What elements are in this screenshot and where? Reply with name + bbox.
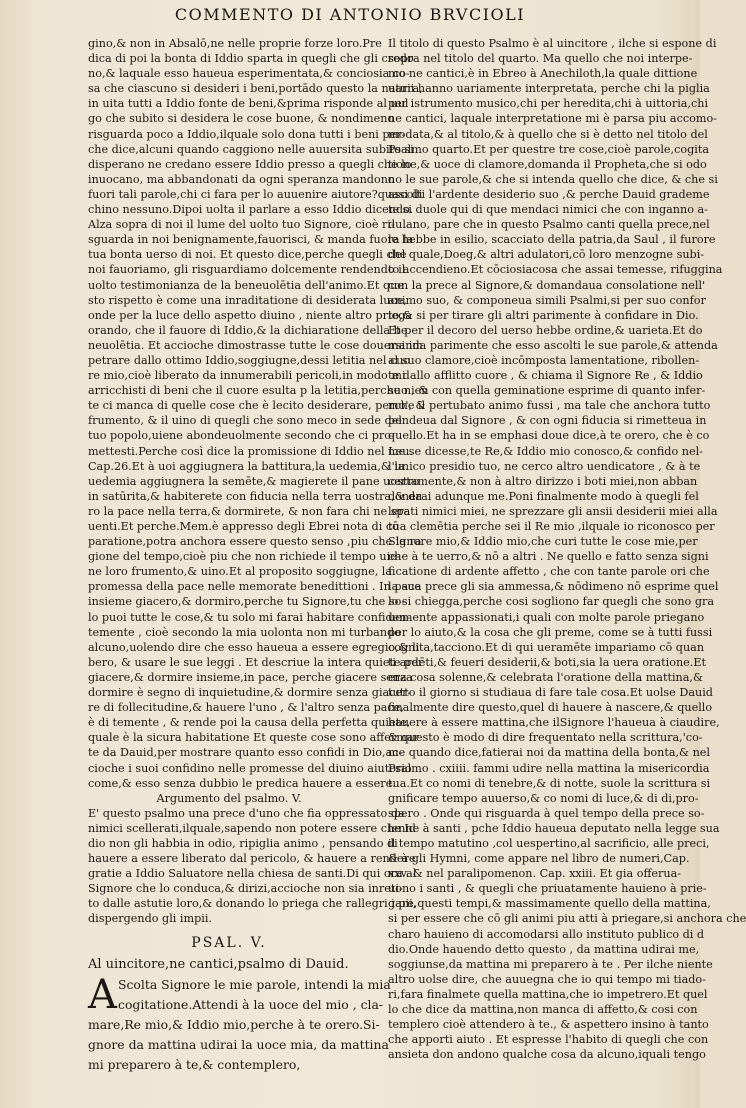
text-line: era cosa solenne,& celebrata l'oratione della mattina,& xyxy=(388,670,703,684)
text-line: dio non gli habbia in odio, ripiglia animo , pensando di xyxy=(88,836,398,850)
text-line: re di follecitudine,& hauere l'uno , & l'altro senza pace, xyxy=(88,701,404,715)
text-line: risguarda poco a Iddio,ilquale solo dona tutti i beni per- xyxy=(88,127,406,141)
text-line: fuori tali parole,chi ci fara per lo auuenire aiutore?quasi di xyxy=(88,187,423,201)
text-line: quale è la sicura habitatione Et queste cose sono affermar xyxy=(88,731,419,745)
text-line: manda parimente che esso ascolti le sue parole,& attenda xyxy=(388,338,718,352)
text-line: tua.Et co nomi di tenebre,& di notte, suole la scrittura si xyxy=(388,776,711,790)
text-line: pendeua dal Signore , & con ogni fiducia si rimetteua in xyxy=(388,414,707,428)
verse-block xyxy=(88,971,391,1075)
text-line: Il titolo di questo Psalmo è al uincitore , ilche si espone di xyxy=(388,37,717,50)
commentary-text-left xyxy=(88,36,429,791)
text-line: mo', & pertubato animo fussi , ma tale che anchora tutto xyxy=(388,399,711,413)
text-line: mo ne cantici,è in Ebreo à Anechiloth,la quale dittione xyxy=(388,67,698,81)
text-line: me quando dice,fatierai noi da mattina della bonta,& nel xyxy=(388,746,710,760)
verse-line: cogitatione.Attendi à la uoce del mio , cla- xyxy=(118,996,384,1012)
text-line: del quale,Doeg,& altri adulatori,cō loro menzogne subi- xyxy=(388,248,705,262)
text-line: in satūrita,& habiterete con fiducia nella terra uostra,& da xyxy=(88,489,422,503)
text-line: petrare dallo ottimo Iddio,soggiugne,dessi letitia nel cuo xyxy=(88,353,411,367)
text-line: ficatione di ardente affetto , che con tante parole ori che xyxy=(388,565,710,579)
text-line: che dice,alcuni quando caggiono nelle auuersita subito si xyxy=(88,142,414,156)
text-line: cognita,tacciono.Et di qui ueramēte impariamo cō quan xyxy=(388,640,705,654)
text-line: no le sue parole,& che si intenda quello che dice, & che si xyxy=(388,172,718,186)
text-line: modata,& al titolo,& à quello che si è detto nel titolo del xyxy=(388,127,708,141)
text-line: alcuno,uolendo dire che esso haueua a essere egregio,& li xyxy=(88,640,420,654)
text-line: lo si chiegga,perche cosi sogliono far quegli che sono gra xyxy=(388,595,715,609)
text-line: gratie a Iddio Saluatore nella chiesa de santi.Di qui ora al xyxy=(88,867,417,881)
text-line: inuocano, ma abbandonati da ogni speranza mandono xyxy=(88,172,395,186)
text-line: arricchisti di beni che il cuore esulta p la letitia,perche nien xyxy=(88,384,429,398)
verse-line: mare,Re mio,& Iddio mio,perche à te orero.Si- xyxy=(88,1016,380,1032)
text-line: paratione,potra anchora essere questo senso ,piu che la ra xyxy=(88,535,422,549)
psalm-heading: PSAL. V. xyxy=(191,934,267,951)
text-line: uarii hanno uariamente interpretata, perche chi la piglia xyxy=(388,82,710,96)
text-line: tua clemētia perche sei il Re mio ,ilquale io riconosco per xyxy=(388,520,715,533)
text-line: il tempo matutino ,col uespertino,al sacrificio, alle preci, xyxy=(388,836,710,850)
text-line: per lo aiuto,& la cosa che gli preme, come se à tutti fussi xyxy=(388,625,713,639)
text-line: sguarda in noi benignamente,fauorisci, & manda fuora la xyxy=(88,233,414,247)
running-header: COMMENTO DI ANTONIO BRVCIOLI xyxy=(174,5,526,24)
text-line: frumento, & il uino di quegli che sono meco in sede del xyxy=(88,414,402,428)
text-line: donerai adunque me.Poni finalmente modo à quegli fel xyxy=(388,489,699,503)
text-line: uedemia aggiugnera la semēte,& magierete il pane uostro xyxy=(88,474,420,488)
text-line: Signore mio,& Iddio mio,che curi tutte le cose mie,per xyxy=(388,535,698,549)
text-line: ne cantici, laquale interpretatione mi è parsa piu accomo- xyxy=(388,112,717,126)
text-line: in uita tutti a Iddio fonte de beni,&prima risponde al uul xyxy=(88,97,409,111)
text-line: E' questo psalmo una prece d'uno che fia oppressato da xyxy=(88,806,405,820)
verse-line: mi preparero à te,& contemplero, xyxy=(88,1056,301,1072)
text-line: finalmente dire questo,quel di hauere à nascere,& quello xyxy=(388,701,713,715)
text-line: Alza sopra di noi il lume del uolto tuo Signore, cioè ri- xyxy=(88,218,395,232)
text-line: sopra nel titolo del quarto. Ma quello che noi interpe- xyxy=(388,52,693,66)
left-column xyxy=(88,36,429,1075)
text-line: tutto il giorno si studiaua di fare tale cosa.Et uolse Dauid xyxy=(388,686,713,700)
argument-text xyxy=(88,806,417,927)
text-line: ansieta don andono qualche cosa da alcuno,iquali tengo xyxy=(388,1048,706,1062)
text-line: per istrumento musico,chi per heredita,chi à uittoria,chi xyxy=(388,97,709,111)
commentary-text-right xyxy=(388,36,746,1062)
text-line: si per essere che cō gli animi piu atti à priegare,si anchora che xyxy=(388,912,746,926)
text-line: gnificare tempo auuerso,& co nomi di luce,& di di,pro- xyxy=(388,791,699,805)
text-line: che apporti aiuto . Et espresse l'habito di quegli che con xyxy=(388,1033,709,1047)
text-line: lo che dice da mattina,non manca di affetto,& cosi con xyxy=(388,1003,698,1016)
text-line: Et per il decoro del uerso hebbe ordine,& uarieta.Et do xyxy=(388,323,703,337)
drop-cap-initial: A xyxy=(88,971,117,1018)
text-line: certamente,& non à altro dirizzo i boti miei,non abban xyxy=(388,474,698,488)
text-line: promessa della pace nelle memorate benedittioni . In pace xyxy=(88,580,422,594)
text-line: disperano ne credano essere Iddio presso a quegli che lo xyxy=(88,157,412,171)
text-line: xxv. & nel paralipomenon. Cap. xxiii. Et gia offerua- xyxy=(388,867,682,881)
text-line: l'unico presidio tuo, ne cerco altro uendicatore , & à te xyxy=(388,459,701,473)
text-line: lerati nimici miei, ne sprezzare gli ansii desiderii miei alla xyxy=(388,504,718,518)
text-line: te ci manca di quelle cose che è lecito desiderare, perche il xyxy=(88,399,426,413)
text-line: to accendieno.Et cōciosiacosa che assai temesse, rifuggina xyxy=(388,263,723,277)
text-line: sa che ciascuno si desideri i beni,portādo questo la natura, xyxy=(88,82,423,96)
text-line: hauere a essere liberato dal pericolo, & hauere a rendere xyxy=(88,852,416,866)
text-line: ascolti l'ardente desiderio suo ,& perche Dauid grademe xyxy=(388,187,710,201)
text-line: spero . Onde qui risguarda à quel tempo della prece so- xyxy=(388,806,705,820)
text-line: la sua prece gli sia ammessa,& nōdimeno nō esprime quel xyxy=(388,580,719,594)
text-line: me se dicesse,te Re,& Iddio mio conosco,& confido nel- xyxy=(388,444,703,458)
text-line: quello.Et ha in se emphasi doue dice,à te orero, che è co xyxy=(388,429,710,443)
text-line: dica di poi la bonta di Iddio sparta in quegli che gli credo xyxy=(88,52,414,66)
text-line: ne loro frumento,& uino.Et al proposito soggiugne, la xyxy=(88,565,393,579)
text-line: è di temente , & rende poi la causa della perfetta quiete, xyxy=(88,716,411,730)
text-line: uenti.Et perche.Mem.è appresso degli Ebrei nota di cō xyxy=(88,520,399,533)
text-line: gione del tempo,cioè piu che non richiede il tempo uie- xyxy=(88,550,401,564)
psalm-verse-text xyxy=(88,971,391,1075)
text-line: neuolētia. Et accioche dimostrasse tutte le cose douersi im xyxy=(88,338,423,352)
argument-title: Argumento del psalmo. V. xyxy=(156,791,302,805)
text-line: animo suo, & componeua simili Psalmi,si per suo confor xyxy=(388,293,706,307)
text-line: dio.Onde hauendo detto questo , da mattina udirai me, xyxy=(388,942,700,956)
text-line: suo , & con quella geminatione esprime di quanto infer- xyxy=(388,384,706,398)
text-line: Psalmo quarto.Et per questre tre cose,cioè parole,cogita xyxy=(388,142,710,156)
verse-line: gnore da mattina udirai la uoce mia, da mattina xyxy=(88,1036,389,1052)
text-line: templero cioè attendero à te., & aspettero insino à tanto xyxy=(388,1018,709,1032)
text-line: onde per la luce dello aspetto diuino , niente altro priega xyxy=(88,308,413,322)
text-line: dulano, pare che in questo Psalmo canti quella prece,nel xyxy=(388,218,710,232)
psalm-subtitle: Al uincitore,ne cantici,psalmo di Dauid. xyxy=(88,956,349,972)
text-line: uono i santi , & quegli che priuatamente hauieno à prie- xyxy=(388,882,707,896)
text-line: al suo clamore,cioè incōmposta lamentatione, ribollen- xyxy=(388,353,700,367)
text-line: altro uolse dire, che auuegna che io qui tempo mi tiado- xyxy=(388,972,706,986)
text-line: le hebbe in esilio, scacciato della patria,da Saul , il furore xyxy=(388,233,716,247)
text-line: bero, & usare le sue leggi . Et descriue la intera quiete per xyxy=(88,655,424,669)
text-line: che à te uerro,& nō a altri . Ne quello e fatto senza signi xyxy=(388,550,709,564)
text-line: Signore che lo conduca,& dirizi,accioche non sia inreti- xyxy=(88,882,403,896)
text-line: hauere à essere mattina,che ilSignore l'haueua à ciaudire, xyxy=(388,716,720,730)
right-column xyxy=(388,36,746,1062)
text-line: & à gli Hymni, come appare nel libro de numeri,Cap. xyxy=(388,852,690,866)
text-line: te da Dauid,per mostrare quanto esso confidi in Dio,ac- xyxy=(88,746,403,760)
text-line: to dalle astutie loro,& donando lo priega che rallegri i pii, xyxy=(88,897,417,911)
text-line: tua bonta uerso di noi. Et questo dice,perche quegli che xyxy=(88,248,407,262)
text-line: gino,& non in Absalō,ne nelle proprie forze loro.Pre xyxy=(88,37,382,50)
text-line: insieme giacero,& dormiro,perche tu Signore,tu che so- xyxy=(88,595,406,609)
text-line: come,& esso senza dubbio le predica hauere a essere. xyxy=(88,776,396,790)
text-line: nimici scellerati,ilquale,sapendo non potere essere che Id xyxy=(88,821,416,835)
text-line: Psalmo . cxiiii. fammi udire nella mattina la misericordia xyxy=(388,761,710,775)
text-line: orando, che il fauore di Iddio,& la dichiaratione della be xyxy=(88,323,408,337)
text-line: go che subito si desidera le cose buone, & nondimeno xyxy=(88,112,395,126)
text-line: cioche i suoi confidino nelle promesse del diuino aiutorio xyxy=(88,761,412,775)
text-line: gare,questi tempi,& massimamente quello della mattina, xyxy=(388,897,711,911)
text-line: dormire è segno di inquietudine,& dormire senza giacer- xyxy=(88,686,412,700)
text-line: lenne à santi , pche Iddio haueua deputato nella legge sua xyxy=(388,821,720,835)
text-line: ri,fara finalmete quella mattina,che io impetrero.Et quel xyxy=(388,987,708,1001)
text-line: giacere,& dormire insieme,in pace, perche giacere senza xyxy=(88,670,413,684)
text-line: noi fauoriamo, gli risguardiamo dolcemente rendendo il xyxy=(88,263,406,277)
text-line: soggiunse,da mattina mi preparero à te . Per ilche niente xyxy=(388,957,713,971)
text-line: uemente appassionati,i quali con molte parole priegano xyxy=(388,610,705,624)
text-line: charo hauieno di accomodarsi allo instituto publico di d xyxy=(388,927,705,941)
text-line: chino nessuno.Dipoi uolta il parlare a esso Iddio dicendo. xyxy=(88,203,414,217)
text-line: con la prece al Signore,& domandaua consolatione nell' xyxy=(388,278,706,292)
text-line: te dallo afflitto cuore , & chiama il Signore Re , & Iddio xyxy=(388,369,703,383)
text-line: temente , cioè secondo la mia uolonta non mi turbando xyxy=(88,625,401,639)
text-line: no,& laquale esso haueua esperimentata,& conciosia co- xyxy=(88,67,410,81)
text-line: lo puoi tutte le cose,& tu solo mi farai habitare confiden- xyxy=(88,610,411,624)
text-line: tuo popolo,uiene abondeuolmente secondo che ci pro- xyxy=(88,429,395,443)
text-line: tione,& uoce di clamore,domanda il Propheta,che si odo xyxy=(388,157,707,171)
verse-line: Scolta Signore le mie parole, intendi la mia xyxy=(118,976,391,992)
text-line: Cap.26.Et à uoi aggiugnera la battitura,la uedemia,& la xyxy=(88,459,405,473)
text-line: re mio,cioè liberato da innumerabili pericoli,in modo mi xyxy=(88,369,406,383)
text-line: te si duole qui di que mendaci nimici che con inganno a- xyxy=(388,203,708,217)
text-line: & questo è modo di dire frequentato nella scrittura,'co- xyxy=(388,731,703,745)
text-line: to,& si per tirare gli altri parimente à confidare in Dio. xyxy=(388,308,699,322)
text-line: uolto testimonianza de la beneuolētia dell'animo.Et que xyxy=(88,278,404,292)
text-line: sto rispetto è come una inraditatione di desiderata luce, xyxy=(88,293,407,307)
text-line: dispergendo gli impii. xyxy=(88,912,212,926)
text-line: ti ardēti,& feueri desiderii,& boti,sia la uera oratione.Et xyxy=(388,655,706,669)
text-line: ro la pace nella terra,& dormirete, & non fara chi ne spa xyxy=(88,504,411,518)
text-line: mettesti.Perche così dice la promissione di Iddio nel Leu. xyxy=(88,444,414,458)
